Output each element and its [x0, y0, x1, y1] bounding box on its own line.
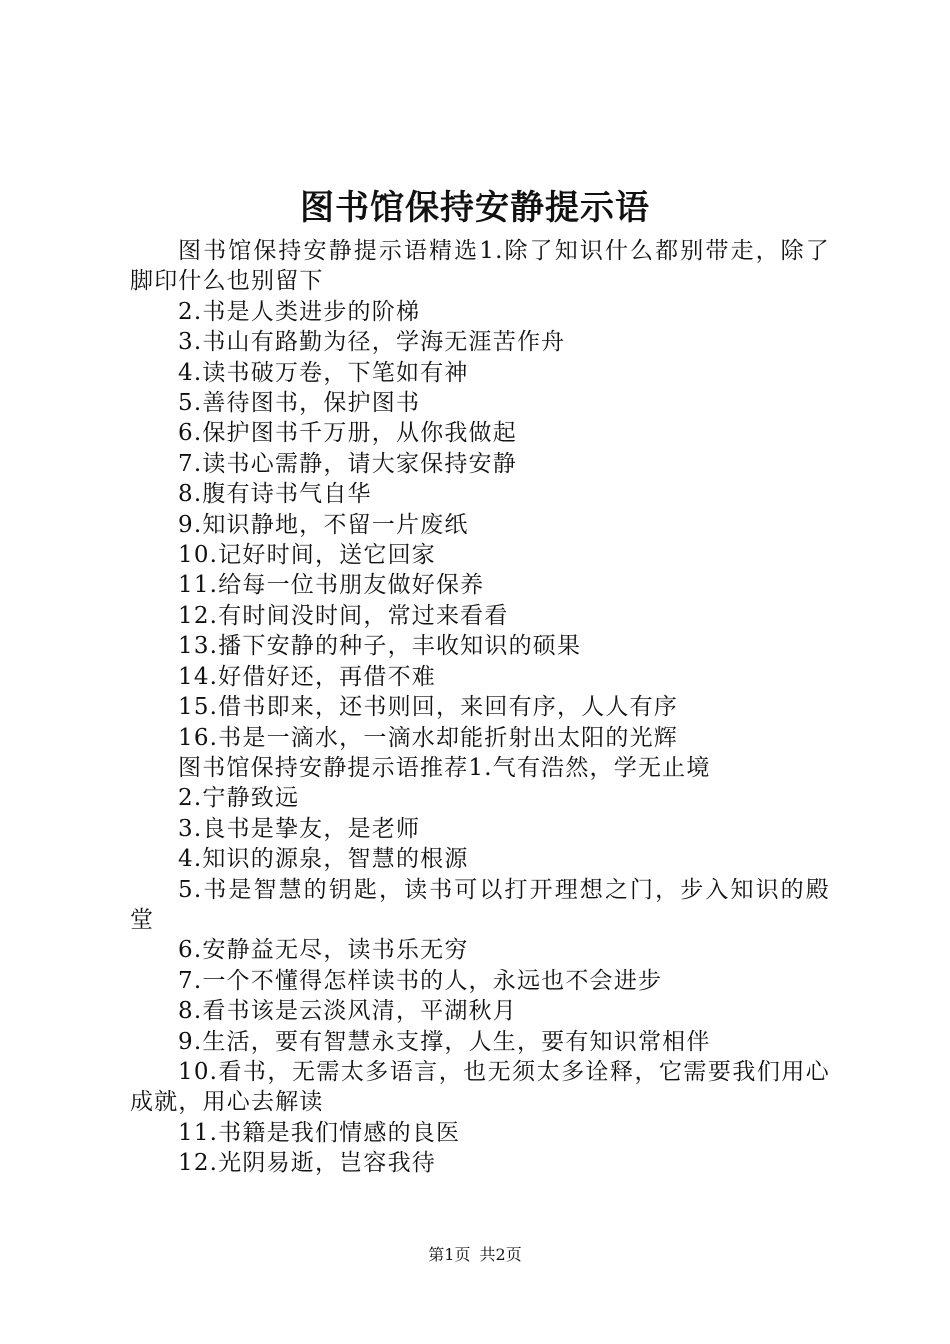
paragraph: 15.借书即来，还书则回，来回有序，人人有序 — [178, 694, 678, 721]
paragraph: 12.有时间没时间，常过来看看 — [178, 602, 509, 629]
paragraph: 8.腹有诗书气自华 — [178, 481, 372, 508]
page-total: 共2页 — [479, 1245, 522, 1264]
paragraph: 图书馆保持安静提示语推荐1.气有浩然，学无止境 — [178, 754, 711, 781]
paragraph: 7.一个不懂得怎样读书的人，永远也不会进步 — [178, 967, 663, 994]
paragraph: 14.好借好还，再借不难 — [178, 663, 436, 690]
paragraph: 6.保护图书千万册，从你我做起 — [178, 420, 517, 447]
paragraph: 7.读书心需静，请大家保持安静 — [178, 450, 517, 477]
paragraph: 4.读书破万卷，下笔如有神 — [178, 359, 469, 386]
paragraph: 11.书籍是我们情感的良医 — [178, 1119, 461, 1146]
paragraph: 9.生活，要有智慧永支撑，人生，要有知识常相伴 — [178, 1028, 711, 1055]
paragraph: 12.光阴易逝，岂容我待 — [178, 1150, 436, 1177]
paragraph: 5.书是智慧的钥匙，读书可以打开理想之门，步入知识的殿堂 — [130, 876, 830, 933]
paragraph: 9.知识静地，不留一片废纸 — [178, 511, 469, 538]
paragraph: 3.良书是挚友，是老师 — [178, 815, 421, 842]
paragraph: 4.知识的源泉，智慧的根源 — [178, 846, 469, 873]
paragraph: 2.书是人类进步的阶梯 — [178, 298, 421, 325]
paragraph: 8.看书该是云淡风清，平湖秋月 — [178, 998, 517, 1025]
paragraph: 图书馆保持安静提示语精选1.除了知识什么都别带走，除了脚印什么也别留下 — [130, 238, 830, 295]
document-body — [130, 236, 830, 1179]
paragraph: 5.善待图书，保护图书 — [178, 390, 421, 417]
paragraph: 3.书山有路勤为径，学海无涯苦作舟 — [178, 329, 566, 356]
paragraph: 2.宁静致远 — [178, 785, 300, 812]
paragraph: 10.看书，无需太多语言，也无须太多诠释，它需要我们用心成就，用心去解读 — [130, 1058, 830, 1116]
paragraph: 13.播下安静的种子，丰收知识的硕果 — [178, 633, 582, 660]
paragraph: 10.记好时间，送它回家 — [178, 542, 436, 569]
document-title: 图书馆保持安静提示语 — [300, 188, 650, 228]
paragraph: 11.给每一位书朋友做好保养 — [178, 572, 485, 599]
paragraph: 6.安静益无尽，读书乐无穷 — [178, 937, 469, 964]
paragraph: 16.书是一滴水，一滴水却能折射出太阳的光辉 — [178, 724, 678, 751]
page-number: 第1页 — [428, 1245, 471, 1264]
page-footer — [0, 1244, 950, 1266]
